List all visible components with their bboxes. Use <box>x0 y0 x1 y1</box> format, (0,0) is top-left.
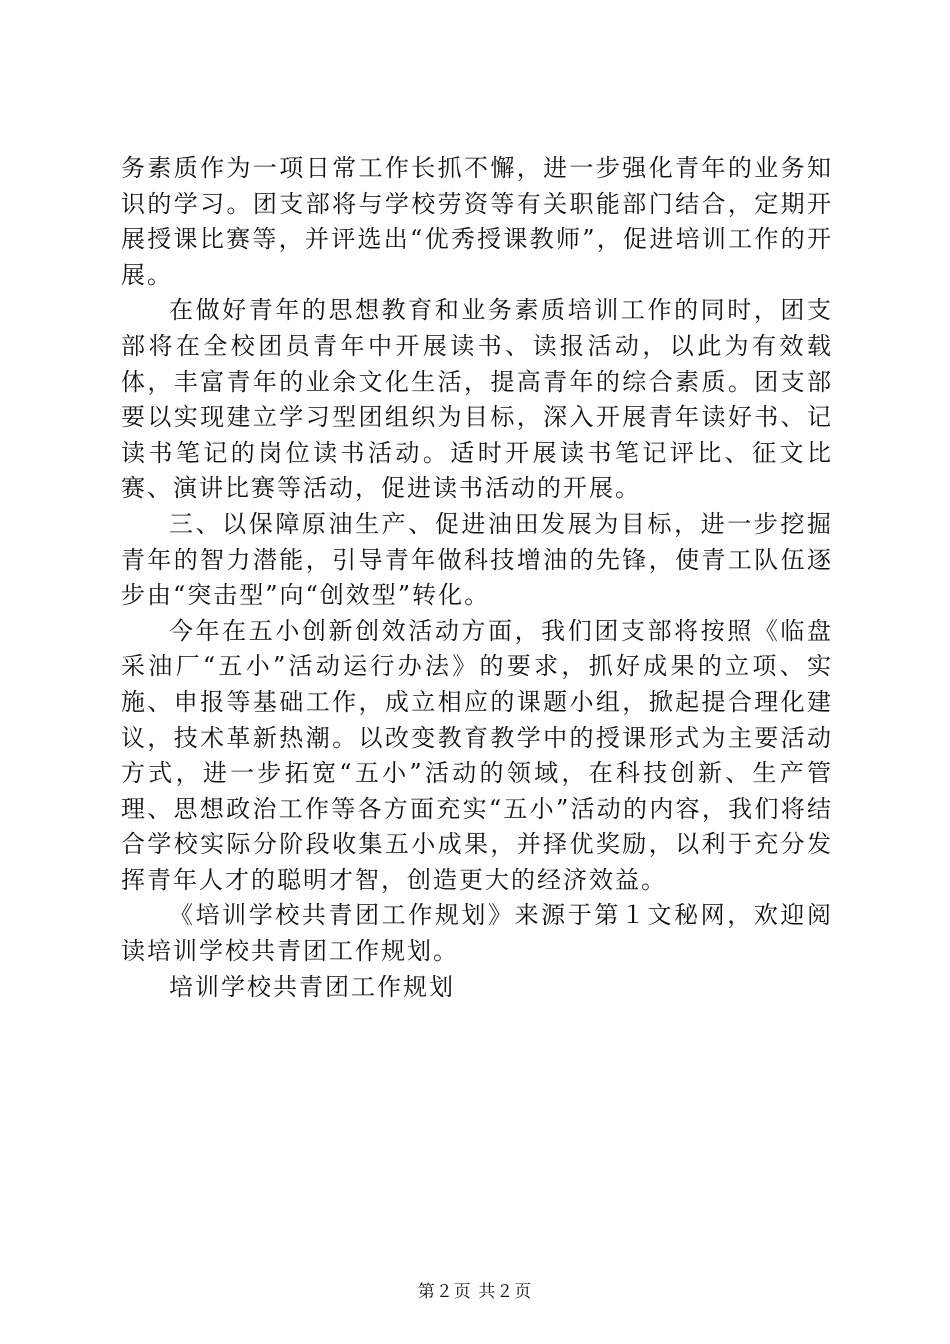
document-body <box>121 151 833 1005</box>
paragraph-1: 务素质作为一项日常工作长抓不懈，进一步强化青年的业务知识的学习。团支部将与学校劳资等有关职能部门结合，定期开展授课比赛等，并评选出“优秀授课教师”，促进培训工作的开展。 <box>121 154 833 289</box>
paragraph-2: 在做好青年的思想教育和业务素质培训工作的同时，团支部将在全校团员青年中开展读书、读报活动，以此为有效载体，丰富青年的业余文化生活，提高青年的综合素质。团支部要以实现建立学习型团组织为目标，深入开展青年读好书、记读书笔记的岗位读书活动。适时开展读书笔记评比、征文比赛、演讲比赛等活动，促进读书活动的开展。 <box>121 296 833 503</box>
paragraph-4: 今年在五小创新创效活动方面，我们团支部将按照《临盘采油厂“五小”活动运行办法》的要求，抓好成果的立项、实施、申报等基础工作，成立相应的课题小组，掀起提合理化建议，技术革新热潮。以改变教育教学中的授课形式为主要活动方式，进一步拓宽“五小”活动的领域，在科技创新、生产管理、思想政治工作等各方面充实“五小”活动的内容，我们将结合学校实际分阶段收集五小成果，并择优奖励，以利于充分发挥青年人才的聪明才智，创造更大的经济效益。 <box>121 616 833 894</box>
paragraph-6-title: 培训学校共青团工作规划 <box>169 972 455 1001</box>
page-number-footer: 第２页 共２页 <box>417 1282 533 1302</box>
paragraph-5-source-note: 《培训学校共青团工作规划》来源于第１文秘网，欢迎阅读培训学校共青团工作规划。 <box>121 901 833 966</box>
paragraph-3: 三、以保障原油生产、促进油田发展为目标，进一步挖掘青年的智力潜能，引导青年做科技增油的先锋，使青工队伍逐步由“突击型”向“创效型”转化。 <box>121 509 833 610</box>
